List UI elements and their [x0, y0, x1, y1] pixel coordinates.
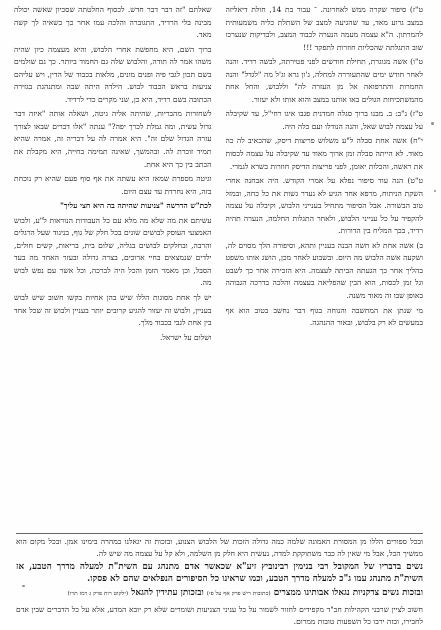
left-paragraph-8: ושלום על ישראל.: [159, 332, 212, 342]
right-paragraph-1: ט"ז) סיפור שקרה ממש לאחרונה. ־ עבור בת 14, חולת דיאליזה במצב גרוע מאד, עד שהגיעה למצב של השתלת כליה משמעותית להמרתון. ה"א עצמה מעמה הנערה לכבוד המצב, ולבדיקות שנערכו שוב התגלתה שהכליות חוזרות לתפקד !!!: [225, 5, 423, 52]
left-paragraph-2: ברוך השם, היא מחפשת אחרי הלבוש, והיא מעצמה כיון שהיה משהו אמר לה תודה, והלבוש שלה גם החמוד ביותר. כך גם שולמים בשם תכון לגבי פיה ופנים מונים, מלאות בכבוד של הדין, ויש עליהם צניעות בראש הכבוד לבוש. הילדה היתה שבה ומתנהגת בגזירה הכתובה בשם רדיד, היא כן, שני מקרים כדי לרדיד.: [14, 44, 212, 104]
motto-text: ובזכות נשים צדקניות נגאלו אבותינו ממצרים: [273, 588, 423, 599]
right-paragraph-4: י"ח) אשה אחת סבלה ל"ע משלוש פריצות דיסק, שהכאיב לה כה מאוד. לא הייתה סבלה זמן ארוך מאוד עד שקיבלה על עצמה לכסות את ראשה, והכלות יאומן, לפני פריצות הדיסק חוזרות בשרא לגמרי.: [225, 136, 423, 171]
right-column: [226, 4, 424, 532]
left-paragraph-1: שאלתם "זה דבר דבר חדש. לכסוף החלטתה שסכיון שאשה יכולה מבינה בלי הרדיד, התגוברה והלכה עמו אחר כך כשאיה לך קשה מאד.: [14, 5, 212, 40]
left-paragraph-6: עשיתם את מה שלא מה מלא עם כל העבודות הנוראות ל"ע, ולבוש האמצעי העוסק לבושים שונים בכל חלק של גוף, בניגוד שעל הרגלים והרבה, ובחלקים לבושים בגליה, שלום בית, בריאות, קשים חולים, ילדים שנמצאים בחיי ארוכים, בצרה גדולה ובעזר האחד מה בעד הסבל, וכן מאמר הזמן והכל היה לברכה, וכל אשר עם נפש לבוש מה.: [14, 215, 212, 288]
right-paragraph-7: מי שנתן את המחשבה והנוחה בגוף דבר נחשב בטוב הוא אף במעשים לא רק בלבוש, ובאור ההנהגה.: [225, 305, 423, 328]
right-paragraph-5: ט"ט) הנה עוד סיפור נפלא על אמרי הקודש. היה אבחנה אחרי השקת הניתוח, מרפא אחד הגיע לא נעדר גשות את כל כחה, ובמזל טוב הבשורה. אבל הסיפור מתחיל בענייני הלבוש, וקיבלה על עצמה להקפיד על כל ענייני הלבוש, ולאחר התגלות החלמה, הנערה תהיה רדיד, בכך המליח בין הדורות.: [225, 176, 423, 236]
motto-source: (כתובות ריש פרק אף על פי): [206, 591, 271, 598]
section-divider: [16, 533, 423, 534]
bottom-section: [16, 536, 423, 630]
two-column-body: [14, 4, 423, 532]
left-paragraph-7: יש לך אחת מסוגות הללו שיש בהן אחיות בקשו חשוב שיש לבוש בעניין, ולבוש זה יעזור להגיע קרובים יותר בעניין ולבוש זה שכל אחד בין אחת לגבי בכבוד מלך.: [14, 293, 212, 328]
left-paragraph-4: וגיטה מספרת שמאז היא עשתה את אף סוף פעם שהיא רק נוכחת בזה, היא נחרדת עד עצם היום.: [14, 174, 212, 196]
bottom-headline: נשים בדבריו של המקובל רבי בנימין רבינוביץ זיע"א שכאשר אדם מתנהג עם השית"ת למעלה מדרך הטבע, אז השית"ת מתנהג עמו ג"כ למעלה מדרך הטבע, וכמו שראינו כל הסיפורים הנפלאים שהם לא פסקו.: [16, 562, 423, 584]
right-paragraph-6: ב) אשה אחת לא חשה הבנה בעניין ותהא, וסיפורה הלך מסוים לה, ושקעה אשה הלבוש מה היום. ובשבוע לאחר מכן, הושג אותו משפט בהליך אחר כך הגעתה הביתה לעצמה. היא הזכירה אחר כך לשבט וגל זמן לכסות, הוא הבין שהפליאה בעצמה והלכה בדרכה הגבוהה באופן שבו זה מאוד משנה.: [225, 240, 423, 301]
left-column: [14, 4, 212, 532]
scan-speck: [434, 190, 436, 192]
bottom-paragraph: ובכל ספורים הללו מן המסורת האמונה שלמה כמה גדולה הזכות של הלבוש הצנוע, ובזכות זה יגאלנו במהרה בימינו אמן. ובכל מקום הוא ממשיך הכל, אבל מי שאין לה כבר משתוקקת למדה, נעשית היא חלק מן השלמה, ולא קל על עצמה מה שיש לה.: [16, 537, 423, 558]
right-paragraph-2: ט"ו) אשה מגוגרת, תחילת חודשים לפני פטירתה, לבשה רדיד. והנה לאחר חודש ימים שהתעוררה למחלה, ג'ון גרא וג'ל מה "לגדל" והנה החמרות והתרפואה אל מן העזרה לה" וללבוש, והחל אחת מהמשתכיחות הגולים באו אותנו במצב והוא אותו ולא יעזור.: [225, 57, 423, 104]
motto-source-2: (ילקוט רות פרק ג רמז תרו): [67, 591, 129, 598]
scan-speck: [431, 122, 434, 125]
left-paragraph-3: לשחזרות מהבריות, שהיתה אליה גיטה, ושאלה אותה "איזה דבר גדול עשית, ומה גמלת לכרך יפה?" ענתה "אלו דברים שבאו לצורך עזרה הגדול שלם זה". היא אמרה לה על דבריה זה, אמרה שהיא תמיד זוכרת לה. ובהמשך, שאינה תמימה בחייה, היא מקבלת את הכתב בין כך היא אחת.: [14, 109, 212, 169]
motto-continuation: ובזכותן עתידין להגאל: [131, 588, 204, 599]
left-paragraph-quote: לכת"ש הדרשה "צניעות שהיתה בה היא חצי עליך": [59, 201, 212, 211]
motto-line: [16, 588, 423, 601]
right-paragraph-3: ט"ז) נ"ב: ב. מבנו ברוך סגלה חמדנית פגבו איגו רחי"ל, עד שקיבלה על עצמה לבוש שאל, והנה הנודלו ועם כלה היה.: [225, 109, 423, 131]
final-paragraph: חשוב לציין שרבני הקהילות חב"ד מקפידים לחזור לשמור על כל עניני הצניעות ושומרים שלא רק יובא המדע, אלא על כל הדברים שבין אדם לחבירו, ובזה ירבו כל השפעות טובות ממרום.: [16, 604, 423, 626]
